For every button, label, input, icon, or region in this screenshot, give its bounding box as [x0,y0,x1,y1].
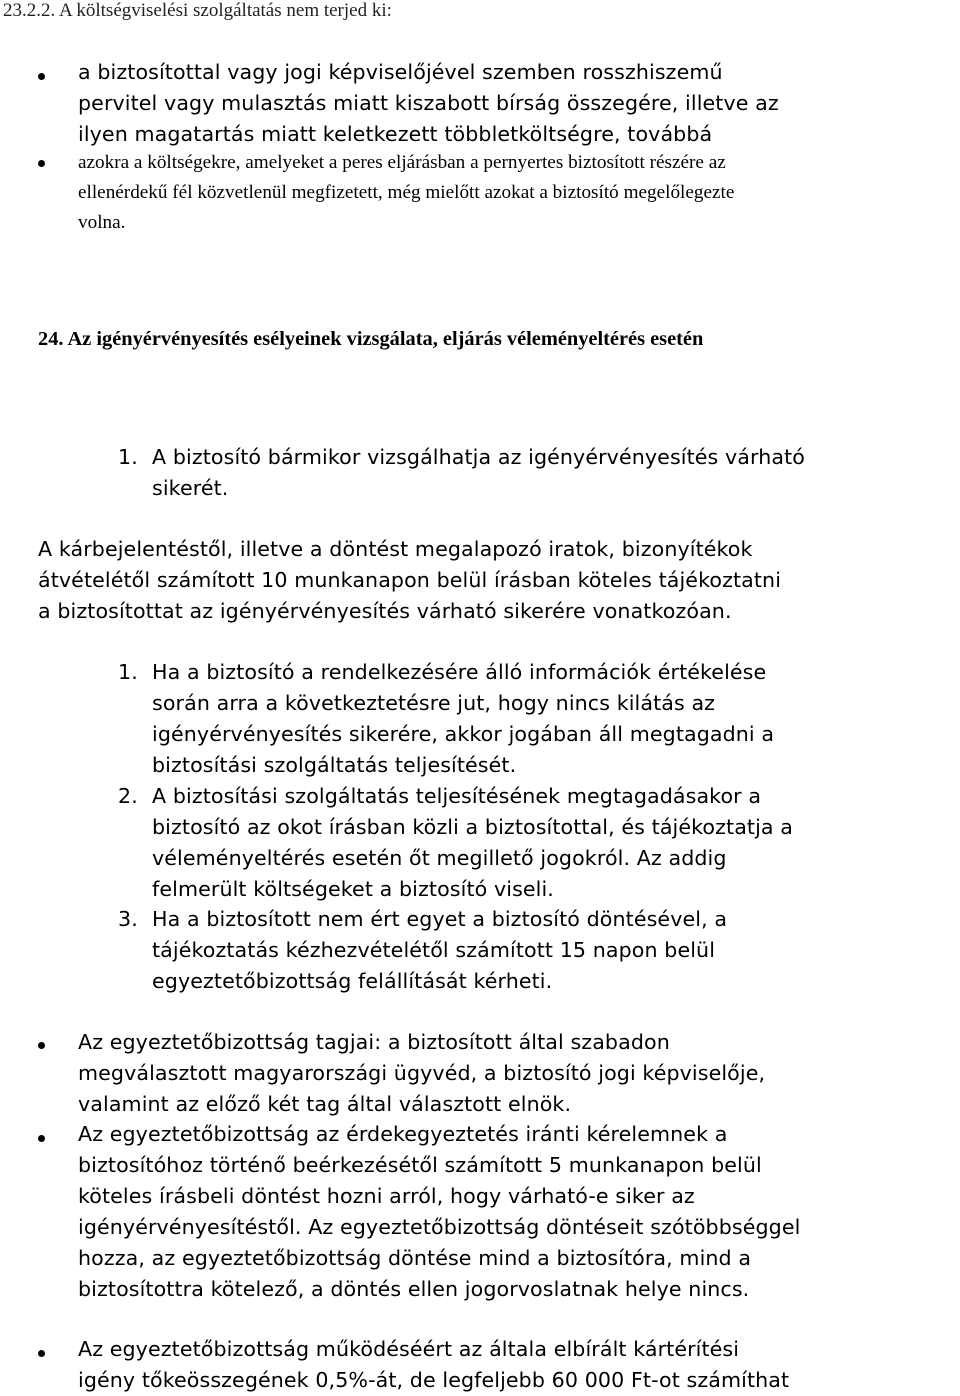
bullet-item [78,148,734,238]
text-line: tájékoztatás kézhezvételétől számított 15 napon belül [152,938,716,962]
text-line: sikerét. [152,476,229,500]
bullet-icon [38,1042,45,1049]
list-number: 2. [118,784,138,808]
list-number: 1. [118,660,138,684]
text-line: egyeztetőbizottság felállítását kérheti. [152,969,553,993]
text-line: során arra a következtetésre jut, hogy nincs kilátás az [152,691,716,715]
text-line: biztosítóhoz történő beérkezésétől számított 5 munkanapon belül [78,1153,762,1177]
list-number: 1. [118,445,138,469]
text-line: Az egyeztetőbizottság az érdekegyeztetés iránti kérelemnek a [78,1122,728,1146]
text-line: Az egyeztetőbizottság működéséért az általa elbírált kártérítési [78,1337,740,1361]
text-line: igény tőkeösszegének 0,5%-át, de legfeljebb 60 000 Ft-ot számíthat [78,1368,790,1392]
bullet-icon [38,1135,45,1142]
bullet-item [78,57,779,150]
text-line: véleményeltérés esetén őt megillető jogokról. Az addig [152,846,727,870]
text-line: megválasztott magyarországi ügyvéd, a biztosító jogi képviselője, [78,1061,766,1085]
bullet-icon [38,73,45,80]
text-line: biztosítottra kötelező, a döntés ellen jogorvoslatnak helye nincs. [78,1277,750,1301]
bullet-item [78,1334,789,1396]
text-line: A biztosító bármikor vizsgálhatja az igényérvényesítés várható [152,445,805,469]
list-number: 3. [118,907,138,931]
text-line: A biztosítási szolgáltatás teljesítésének megtagadásakor a [152,784,762,808]
text-line: felmerült költségeket a biztosító viseli. [152,877,554,901]
text-line: valamint az előző két tag által választott elnök. [78,1092,572,1116]
text-line: Az egyeztetőbizottság tagjai: a biztosított által szabadon [78,1030,670,1054]
numbered-item [152,657,774,781]
section-title: 24. Az igényérvényesítés esélyeinek vizsgálata, eljárás véleményeltérés esetén [38,328,704,350]
text-line: Ha a biztosító a rendelkezésére álló információk értékelése [152,660,767,684]
text-line: igényérvényesítéstől. Az egyeztetőbizottság döntéseit szótöbbséggel [78,1215,801,1239]
text-line: igényérvényesítés sikerére, akkor jogában áll megtagadni a [152,722,775,746]
subsection-heading: 23.2.2. A költségviselési szolgáltatás nem terjed ki: [3,0,392,21]
bullet-item [78,1119,800,1305]
numbered-item [152,781,793,905]
text-line: volna. [78,212,126,233]
bullet-icon [38,1350,45,1357]
text-line: ilyen magatartás miatt keletkezett többletköltségre, továbbá [78,122,713,146]
text-line: biztosítási szolgáltatás teljesítését. [152,753,517,777]
numbered-item [152,442,805,504]
text-line: átvételétől számított 10 munkanapon belül írásban köteles tájékoztatni [38,568,782,592]
text-line: köteles írásbeli döntést hozni arról, hogy várható-e siker az [78,1184,695,1208]
numbered-item [152,904,727,997]
paragraph [38,534,781,627]
text-line: biztosító az okot írásban közli a biztosítottal, és tájékoztatja a [152,815,794,839]
bullet-item [78,1027,765,1120]
text-line: azokra a költségekre, amelyeket a peres eljárásban a pernyertes biztosított részére az [78,152,726,173]
text-line: ellenérdekű fél közvetlenül megfizetett, még mielőtt azokat a biztosító megelőlegezte [78,182,735,203]
text-line: a biztosítottat az igényérvényesítés várható sikerére vonatkozóan. [38,599,732,623]
text-line: A kárbejelentéstől, illetve a döntést megalapozó iratok, bizonyítékok [38,537,753,561]
text-line: pervitel vagy mulasztás miatt kiszabott bírság összegére, illetve az [78,91,779,115]
text-line: a biztosítottal vagy jogi képviselőjével szemben rosszhiszemű [78,60,723,84]
bullet-icon [38,160,45,167]
text-line: hozza, az egyeztetőbizottság döntése mind a biztosítóra, mind a [78,1246,752,1270]
text-line: Ha a biztosított nem ért egyet a biztosító döntésével, a [152,907,728,931]
